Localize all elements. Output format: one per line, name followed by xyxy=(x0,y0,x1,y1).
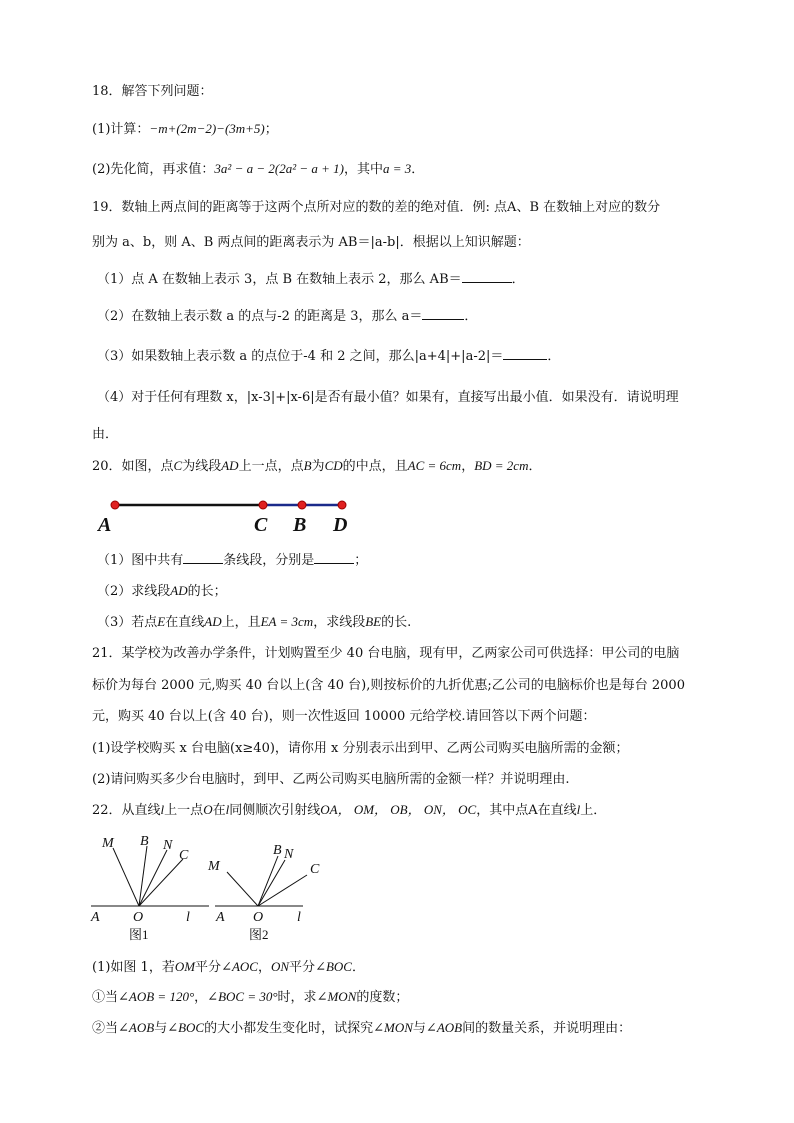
q20-part3: （3）若点E在直线AD上，且EA = 3cm，求线段BE的长. xyxy=(97,614,412,630)
q21-stem-line2: 标价为每台 2000 元,购买 40 台以上(含 40 台),则按标价的九折优惠;乙公司的电脑标价也是每台 2000 xyxy=(92,678,685,693)
label-c: C xyxy=(310,862,320,877)
label-c: C xyxy=(254,514,268,536)
point-c xyxy=(259,501,267,509)
label-l: l xyxy=(297,910,301,925)
q19-stem-line1: 19．数轴上两点间的距离等于这两个点所对应的数的差的绝对值．例: 点A、B 在数轴上对应的数分 xyxy=(92,200,661,215)
q22-sub1: ①当∠AOB = 120°，∠BOC = 30°时，求∠MON的度数； xyxy=(92,989,409,1005)
segment-figure xyxy=(90,494,370,542)
q18-part2: (2)先化简，再求值：3a² − a − 2(2a² − a + 1)，其中a = 3． xyxy=(92,161,425,177)
ray-oc xyxy=(258,875,307,906)
q21-part2: (2)请问购买多少台电脑时，到甲、乙两公司购买电脑所需的金额一样？并说明理由. xyxy=(92,772,570,787)
label-c: C xyxy=(179,848,189,863)
q22-part1: (1)如图 1，若OM平分∠AOC，ON平分∠BOC． xyxy=(92,959,365,975)
q22-sub2: ②当∠AOB与∠BOC的大小都发生变化时，试探究∠MON与∠AOB间的数量关系，并说明理由： xyxy=(92,1020,632,1036)
q21-stem-line1: 21．某学校为改善办学条件，计划购置至少 40 台电脑，现有甲，乙两家公司可供选择：甲公司的电脑 xyxy=(92,646,680,661)
label-n: N xyxy=(163,838,173,853)
q20-part2: （2）求线段AD的长； xyxy=(97,583,227,599)
q19-stem-line2: 别为 a、b，则 A、B 两点间的距离表示为 AB＝|a-b|．根据以上知识解题： xyxy=(92,235,530,250)
point-d xyxy=(338,501,346,509)
q21-stem-line3: 元，购买 40 台以上(含 40 台)，则一次性返回 10000 元给学校.请回答以下两个问题： xyxy=(92,709,596,724)
label-m: M xyxy=(208,859,220,874)
figure-caption: 图1 xyxy=(129,927,149,942)
label-m: M xyxy=(102,836,114,851)
answer-blank[interactable] xyxy=(503,347,547,360)
label-b: B xyxy=(140,834,149,849)
q19-part4-line2: 由． xyxy=(92,427,119,442)
label-b: B xyxy=(273,843,282,858)
figure-2 xyxy=(207,843,320,942)
ray-oc xyxy=(139,859,183,906)
label-a: A xyxy=(216,910,225,925)
point-a xyxy=(111,501,119,509)
label-d: D xyxy=(333,514,348,536)
answer-blank[interactable] xyxy=(422,307,464,320)
q22-stem: 22．从直线l上一点O在l同侧顺次引射线OA， OM， OB， ON， OC，其中点A在直线l上． xyxy=(92,802,607,818)
ray-om xyxy=(227,872,258,906)
q20-stem: 20．如图，点C为线段AD上一点，点B为CD的中点，且AC = 6cm，BD = 2cm． xyxy=(92,458,542,474)
q19-part1: （1）点 A 在数轴上表示 3，点 B 在数轴上表示 2，那么 AB＝ ． xyxy=(97,272,525,287)
figure-caption: 图2 xyxy=(249,927,269,942)
q19-part3: （3）如果数轴上表示数 a 的点位于-4 和 2 之间，那么|a+4|+|a-2|＝ ． xyxy=(97,349,561,364)
ray-on xyxy=(258,860,285,906)
point-b xyxy=(298,501,306,509)
label-n: N xyxy=(284,847,294,862)
answer-blank[interactable] xyxy=(314,551,354,564)
label-o: O xyxy=(133,910,144,925)
q19-part2: （2）在数轴上表示数 a 的点与-2 的距离是 3，那么 a＝ ． xyxy=(97,309,478,324)
ray-figures xyxy=(85,828,325,944)
ray-ob xyxy=(258,856,278,906)
label-a: A xyxy=(98,514,112,536)
q18-part1: (1)计算：−m+(2m−2)−(3m+5)； xyxy=(92,121,278,137)
answer-blank[interactable] xyxy=(462,270,512,283)
label-o: O xyxy=(253,910,264,925)
answer-blank[interactable] xyxy=(183,551,223,564)
q21-part1: (1)设学校购买 x 台电脑(x≥40)，请你用 x 分别表示出到甲、乙两公司购买电脑所需的金额； xyxy=(92,741,629,756)
label-b: B xyxy=(293,514,307,536)
label-a: A xyxy=(91,910,100,925)
q19-part4-line1: （4）对于任何有理数 x，|x-3|+|x-6|是否有最小值？如果有，直接写出最小值．如果没有．请说明理 xyxy=(97,390,679,405)
q20-part1: （1）图中共有 条线段，分别是 ； xyxy=(97,553,368,568)
q18-title: 18．解答下列问题： xyxy=(92,84,213,99)
figure-1 xyxy=(90,834,209,942)
ray-om xyxy=(113,848,139,906)
label-l: l xyxy=(186,910,190,925)
